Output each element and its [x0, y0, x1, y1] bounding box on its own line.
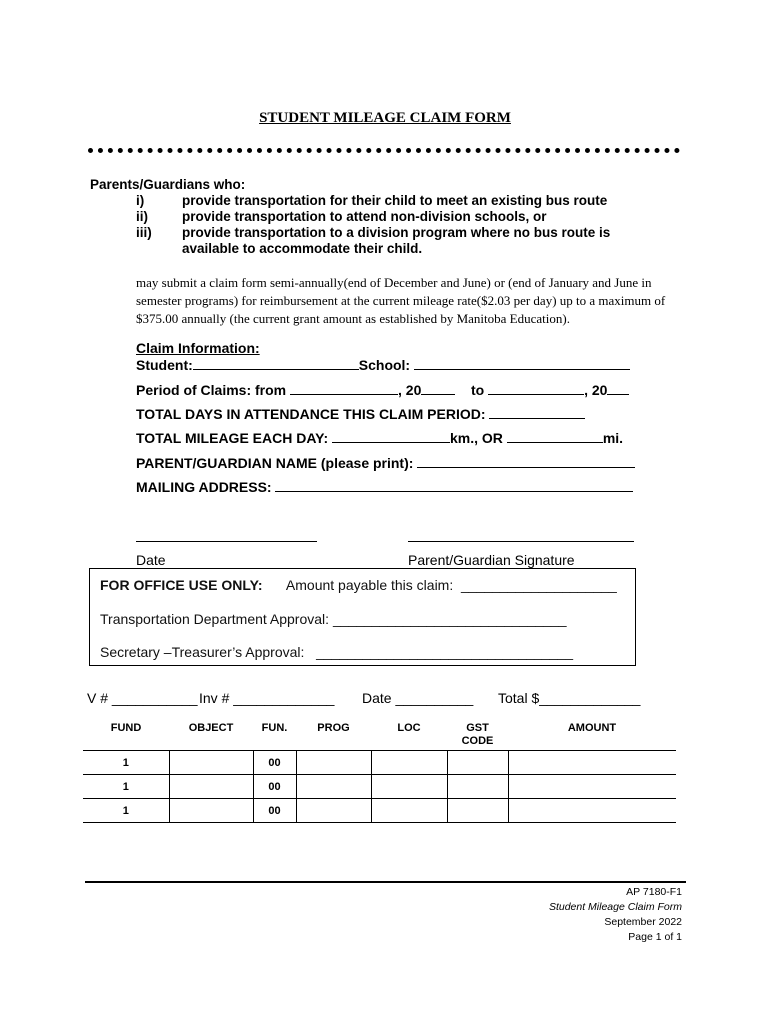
list-item — [136, 241, 636, 257]
table-row — [83, 775, 676, 799]
school-label: School: — [358, 357, 411, 373]
total-mileage-row — [136, 429, 623, 446]
total-days-label: TOTAL DAYS IN ATTENDANCE THIS CLAIM PERIOD: — [136, 406, 486, 422]
secretary-blank[interactable]: _________________________________ — [316, 644, 574, 660]
year-prefix-2: , 20 — [584, 382, 608, 398]
fund-cell: 1 — [83, 775, 169, 799]
document-name: Student Mileage Claim Form — [548, 901, 682, 913]
intro-list — [136, 193, 636, 257]
guardian-name-field[interactable] — [417, 454, 635, 468]
fund-cell: 1 — [83, 751, 169, 775]
gst-cell[interactable] — [447, 751, 508, 775]
transport-label: Transportation Department Approval: — [100, 611, 330, 627]
fund-cell: 1 — [83, 799, 169, 823]
period-label: Period of Claims: from — [136, 382, 287, 398]
object-cell[interactable] — [169, 751, 253, 775]
period-row — [136, 381, 629, 398]
table-header-row — [83, 718, 676, 751]
eligibility-paragraph: may submit a claim form semi-annually(end of December and June) or (end of January and June in semester programs) for reimbursement at the current mileage rate($2.03 per day) up to a maximum of $375.00 annually (the current grant amount as established by Manitoba Education). — [136, 275, 666, 326]
date-signature-line[interactable] — [136, 541, 317, 542]
amount-blank[interactable]: ____________________ — [461, 577, 617, 593]
date-label: Date — [136, 552, 166, 568]
guardian-signature-line[interactable] — [408, 541, 634, 542]
amount-label: Amount payable this claim: — [285, 577, 454, 593]
claim-heading: Claim Information: — [136, 340, 260, 356]
year-prefix-1: , 20 — [398, 382, 422, 398]
page-number: Page 1 of 1 — [628, 931, 682, 943]
column-header: AMOUNT — [508, 718, 676, 751]
table-row — [83, 751, 676, 775]
list-item-number: i) — [136, 193, 145, 208]
total-days-field[interactable] — [489, 405, 585, 419]
mailing-label: MAILING ADDRESS: — [136, 479, 272, 495]
list-item-text: provide transportation for their child to meet an existing bus route — [182, 193, 608, 208]
km-field[interactable] — [332, 429, 450, 443]
period-from-field[interactable] — [290, 381, 398, 395]
mi-label: mi. — [602, 430, 624, 446]
list-item-text: available to accommodate their child. — [182, 241, 423, 256]
secretary-label: Secretary –Treasurer’s Approval: — [100, 644, 305, 660]
student-label: Student: — [136, 357, 193, 373]
period-to-field[interactable] — [488, 381, 584, 395]
column-header: FUN. — [253, 718, 296, 751]
student-field[interactable] — [193, 356, 359, 370]
mailing-address-row — [136, 478, 633, 495]
school-field[interactable] — [414, 356, 630, 370]
code-date-field[interactable]: Date __________ — [362, 690, 474, 706]
list-item-number: ii) — [136, 209, 148, 224]
fun-cell: 00 — [253, 751, 296, 775]
list-item — [136, 209, 636, 225]
voucher-field[interactable]: V # ___________ — [87, 690, 198, 706]
dotted-divider — [88, 148, 680, 153]
column-header: FUND — [83, 718, 169, 751]
list-item — [136, 225, 636, 241]
amount-cell[interactable] — [508, 799, 676, 823]
form-title: STUDENT MILEAGE CLAIM FORM — [259, 110, 511, 126]
to-year-field[interactable] — [607, 381, 629, 395]
to-label: to — [470, 382, 485, 398]
amount-cell[interactable] — [508, 751, 676, 775]
column-header: LOC — [371, 718, 447, 751]
account-code-table — [83, 718, 676, 823]
gst-cell[interactable] — [447, 775, 508, 799]
list-item-text: provide transportation to attend non-division schools, or — [182, 209, 547, 224]
column-header: OBJECT — [169, 718, 253, 751]
secretary-approval-row — [100, 644, 573, 660]
intro-heading: Parents/Guardians who: — [90, 177, 246, 192]
column-header: PROG — [296, 718, 371, 751]
mi-field[interactable] — [507, 429, 603, 443]
loc-cell[interactable] — [371, 751, 447, 775]
document-footer — [549, 885, 682, 945]
prog-cell[interactable] — [296, 751, 371, 775]
invoice-field[interactable]: Inv # _____________ — [199, 690, 335, 706]
prog-cell[interactable] — [296, 799, 371, 823]
object-cell[interactable] — [169, 775, 253, 799]
loc-cell[interactable] — [371, 799, 447, 823]
km-label: km., OR — [450, 430, 503, 446]
guardian-name-row — [136, 454, 635, 471]
document-code: AP 7180-F1 — [626, 886, 682, 898]
table-row — [83, 799, 676, 823]
prog-cell[interactable] — [296, 775, 371, 799]
mailing-address-field[interactable] — [275, 478, 633, 492]
office-amount-row — [100, 577, 617, 593]
total-mileage-label: TOTAL MILEAGE EACH DAY: — [136, 430, 329, 446]
list-item-number — [136, 241, 182, 257]
total-field[interactable]: Total $_____________ — [498, 690, 641, 706]
footer-divider — [85, 881, 686, 883]
list-item-text: provide transportation to a division program where no bus route is — [182, 225, 611, 240]
list-item-number: iii) — [136, 225, 152, 240]
office-heading: FOR OFFICE USE ONLY: — [100, 577, 263, 593]
list-item — [136, 193, 636, 209]
student-school-row — [136, 356, 630, 373]
total-days-row — [136, 405, 585, 422]
document-date: September 2022 — [604, 916, 682, 928]
transport-approval-row — [100, 611, 567, 627]
guardian-name-label: PARENT/GUARDIAN NAME (please print): — [136, 455, 414, 471]
column-header: GST CODE — [447, 718, 508, 751]
object-cell[interactable] — [169, 799, 253, 823]
amount-cell[interactable] — [508, 775, 676, 799]
fun-cell: 00 — [253, 775, 296, 799]
signature-label: Parent/Guardian Signature — [408, 552, 575, 568]
from-year-field[interactable] — [421, 381, 455, 395]
fun-cell: 00 — [253, 799, 296, 823]
transport-blank[interactable]: ______________________________ — [332, 611, 567, 627]
gst-cell[interactable] — [447, 799, 508, 823]
loc-cell[interactable] — [371, 775, 447, 799]
